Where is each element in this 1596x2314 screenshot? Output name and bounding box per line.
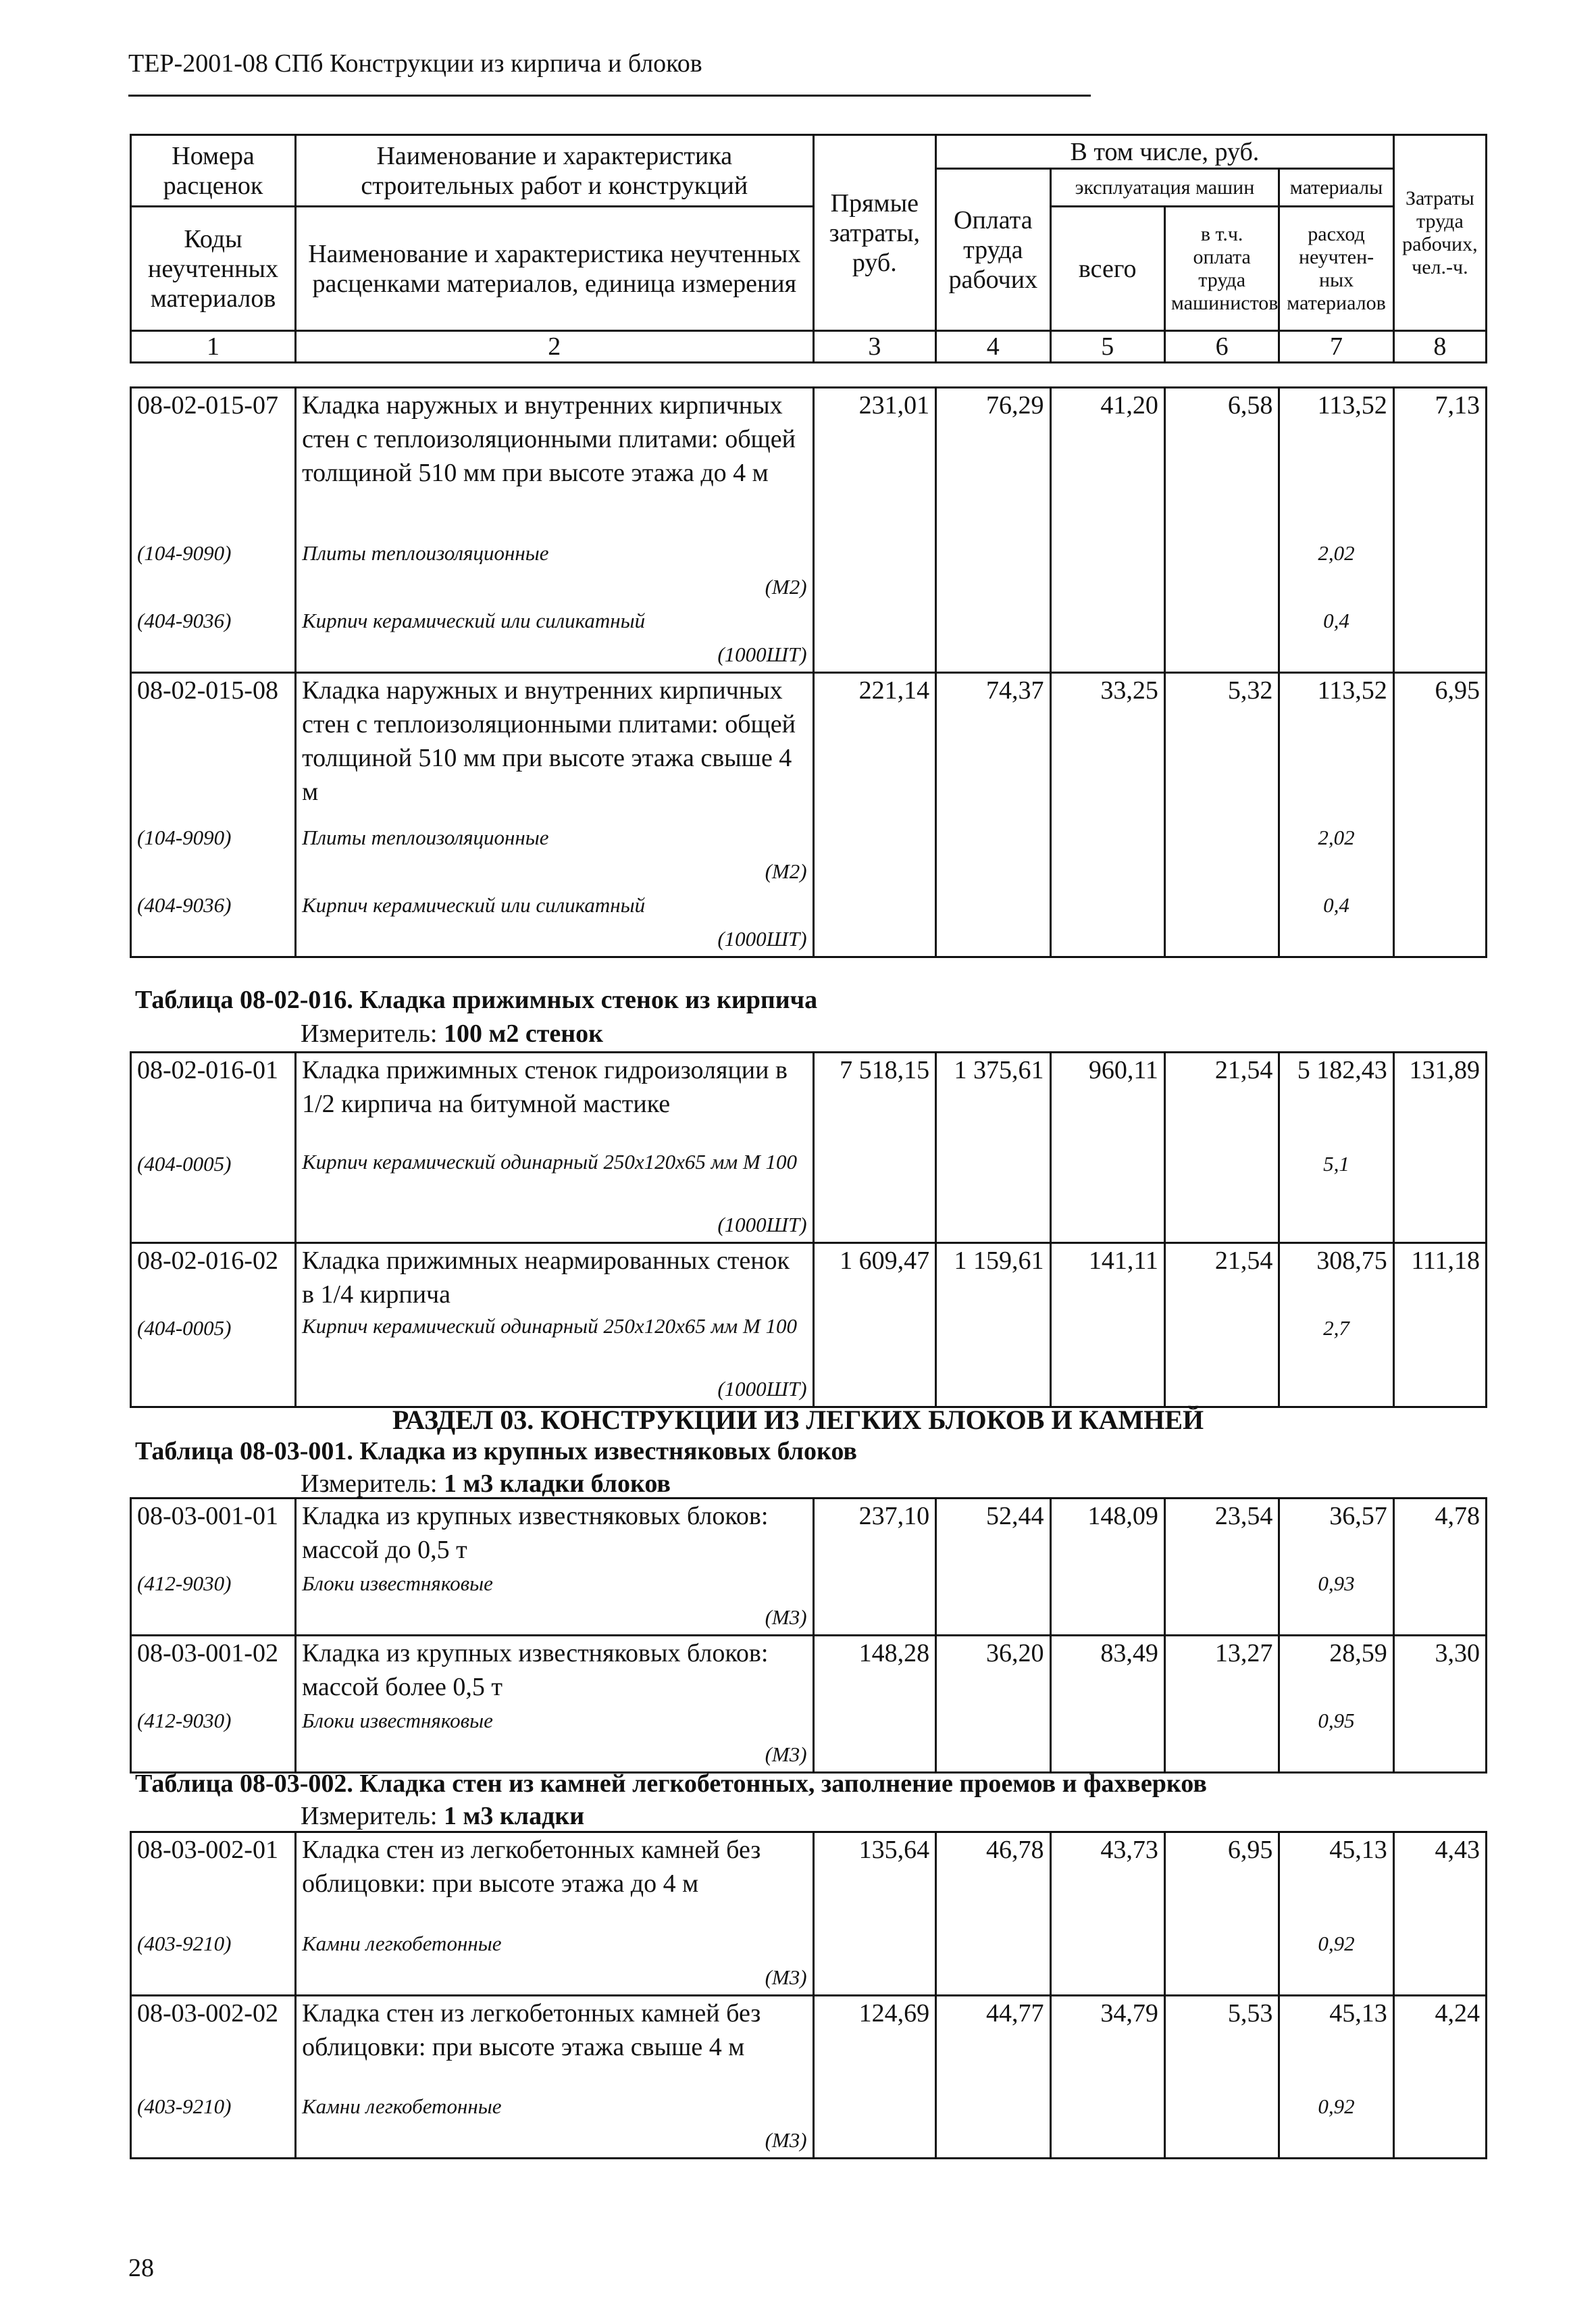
header-direct-costs: Прямые затраты, руб. bbox=[813, 135, 936, 331]
materials-cost: 113,52 bbox=[1279, 672, 1393, 821]
page-title: ТЕР-2001-08 СПб Конструкции из кирпича и блоков bbox=[128, 49, 702, 78]
material-code: (404-9036) bbox=[131, 604, 296, 638]
operators-pay: 6,58 bbox=[1164, 388, 1279, 536]
header-col-number: 2 bbox=[296, 331, 813, 363]
material-unit: (1000ШТ) bbox=[296, 1372, 813, 1407]
material-unit: (М3) bbox=[296, 1601, 813, 1636]
material-name: Плиты теплоизоляционные bbox=[296, 821, 813, 855]
material-consumption: 0,4 bbox=[1279, 888, 1393, 922]
material-consumption: 0,92 bbox=[1279, 2090, 1393, 2123]
material-consumption: 2,7 bbox=[1279, 1311, 1393, 1372]
labor-pay: 36,20 bbox=[936, 1636, 1050, 1705]
labor-hours: 4,24 bbox=[1393, 1995, 1486, 2090]
machines-total: 43,73 bbox=[1050, 1832, 1164, 1927]
rate-entry bbox=[131, 1832, 1487, 1996]
materials-cost: 36,57 bbox=[1279, 1499, 1393, 1567]
material-consumption: 2,02 bbox=[1279, 821, 1393, 855]
direct-costs: 1 609,47 bbox=[813, 1242, 936, 1311]
material-unit: (1000ШТ) bbox=[296, 638, 813, 673]
rate-entry bbox=[131, 672, 1487, 957]
operators-pay: 5,32 bbox=[1164, 672, 1279, 821]
machines-total: 148,09 bbox=[1050, 1499, 1164, 1567]
machines-total: 83,49 bbox=[1050, 1636, 1164, 1705]
labor-hours: 111,18 bbox=[1393, 1242, 1486, 1311]
materials-cost: 5 182,43 bbox=[1279, 1053, 1393, 1147]
labor-hours: 7,13 bbox=[1393, 388, 1486, 536]
direct-costs: 135,64 bbox=[813, 1832, 936, 1927]
meter-line: Измеритель: 1 м3 кладки блоков bbox=[301, 1469, 671, 1498]
rate-code: 08-02-016-01 bbox=[131, 1053, 296, 1147]
rate-code: 08-03-001-01 bbox=[131, 1499, 296, 1567]
material-consumption: 0,93 bbox=[1279, 1567, 1393, 1601]
rate-code: 08-02-016-02 bbox=[131, 1242, 296, 1311]
materials-cost: 113,52 bbox=[1279, 388, 1393, 536]
material-unit: (М3) bbox=[296, 1738, 813, 1773]
header-material-names: Наименование и характеристика неучтенных расценками материалов, единица измерения bbox=[296, 207, 813, 331]
rate-code: 08-03-001-02 bbox=[131, 1636, 296, 1705]
direct-costs: 148,28 bbox=[813, 1636, 936, 1705]
material-code: (104-9090) bbox=[131, 536, 296, 570]
header-material-codes: Коды неучтенных материалов bbox=[131, 207, 296, 331]
labor-hours: 3,30 bbox=[1393, 1636, 1486, 1705]
header-work-name: Наименование и характеристика строительных работ и конструкций bbox=[296, 135, 813, 207]
material-code: (404-0005) bbox=[131, 1147, 296, 1208]
rate-name: Кладка прижимных стенок гидроизоляции в 1/2 кирпича на битумной мастике bbox=[296, 1053, 813, 1147]
material-code: (412-9030) bbox=[131, 1567, 296, 1601]
table-caption: Таблица 08-02-016. Кладка прижимных стенок из кирпича bbox=[135, 986, 818, 1014]
rates-table-03-002 bbox=[130, 1831, 1487, 2159]
column-header-table bbox=[130, 134, 1487, 363]
meter-line: Измеритель: 1 м3 кладки bbox=[301, 1802, 585, 1830]
material-consumption: 2,02 bbox=[1279, 536, 1393, 570]
machines-total: 34,79 bbox=[1050, 1995, 1164, 2090]
header-col-number: 3 bbox=[813, 331, 936, 363]
rates-table-015 bbox=[130, 386, 1487, 958]
material-unit: (М2) bbox=[296, 855, 813, 888]
table-caption: Таблица 08-03-001. Кладка из крупных известняковых блоков bbox=[135, 1437, 857, 1465]
operators-pay: 13,27 bbox=[1164, 1636, 1279, 1705]
labor-pay: 1 159,61 bbox=[936, 1242, 1050, 1311]
material-code: (104-9090) bbox=[131, 821, 296, 855]
header-col-number: 8 bbox=[1393, 331, 1486, 363]
labor-pay: 52,44 bbox=[936, 1499, 1050, 1567]
material-unit: (1000ШТ) bbox=[296, 922, 813, 957]
rate-name: Кладка наружных и внутренних кирпичных стен с теплоизоляционными плитами: общей толщиной 510 мм при высоте этажа до 4 м bbox=[296, 388, 813, 536]
materials-cost: 45,13 bbox=[1279, 1832, 1393, 1927]
meter-line: Измеритель: 100 м2 стенок bbox=[301, 1020, 604, 1048]
machines-total: 41,20 bbox=[1050, 388, 1164, 536]
labor-pay: 74,37 bbox=[936, 672, 1050, 821]
materials-cost: 308,75 bbox=[1279, 1242, 1393, 1311]
labor-hours: 6,95 bbox=[1393, 672, 1486, 821]
labor-pay: 76,29 bbox=[936, 388, 1050, 536]
rate-name: Кладка прижимных неармированных стенок в 1/4 кирпича bbox=[296, 1242, 813, 1311]
material-name: Блоки известняковые bbox=[296, 1567, 813, 1601]
rate-name: Кладка наружных и внутренних кирпичных стен с теплоизоляционными плитами: общей толщиной 510 мм при высоте этажа свыше 4 м bbox=[296, 672, 813, 821]
header-col-number: 1 bbox=[131, 331, 296, 363]
rate-code: 08-03-002-02 bbox=[131, 1995, 296, 2090]
rate-entry bbox=[131, 1636, 1487, 1773]
header-rate-numbers: Номера расценок bbox=[131, 135, 296, 207]
rate-entry bbox=[131, 1053, 1487, 1243]
material-name: Кирпич керамический или силикатный bbox=[296, 888, 813, 922]
rate-name: Кладка стен из легкобетонных камней без облицовки: при высоте этажа до 4 м bbox=[296, 1832, 813, 1927]
material-code: (412-9030) bbox=[131, 1704, 296, 1738]
material-unit: (М3) bbox=[296, 1961, 813, 1996]
material-name: Кирпич керамический одинарный 250x120x65 мм М 100 bbox=[296, 1147, 813, 1208]
rates-table-03-001 bbox=[130, 1497, 1487, 1774]
labor-hours: 4,78 bbox=[1393, 1499, 1486, 1567]
rate-entry bbox=[131, 1499, 1487, 1636]
material-code: (403-9210) bbox=[131, 2090, 296, 2123]
rate-entry bbox=[131, 1242, 1487, 1407]
machines-total: 141,11 bbox=[1050, 1242, 1164, 1311]
rate-entry bbox=[131, 1995, 1487, 2159]
labor-pay: 1 375,61 bbox=[936, 1053, 1050, 1147]
material-unit: (1000ШТ) bbox=[296, 1208, 813, 1243]
table-caption: Таблица 08-03-002. Кладка стен из камней легкобетонных, заполнение проемов и фахверков bbox=[135, 1769, 1207, 1798]
rate-entry bbox=[131, 388, 1487, 673]
header-col-number: 5 bbox=[1050, 331, 1164, 363]
machines-total: 33,25 bbox=[1050, 672, 1164, 821]
page-number: 28 bbox=[128, 2254, 154, 2282]
header-labor-hours: Затраты труда рабочих, чел.-ч. bbox=[1393, 135, 1486, 331]
direct-costs: 231,01 bbox=[813, 388, 936, 536]
rate-code: 08-02-015-07 bbox=[131, 388, 296, 536]
rate-code: 08-03-002-01 bbox=[131, 1832, 296, 1927]
material-name: Камни легкобетонные bbox=[296, 2090, 813, 2123]
labor-pay: 46,78 bbox=[936, 1832, 1050, 1927]
section-title: РАЗДЕЛ 03. КОНСТРУКЦИИ ИЗ ЛЕГКИХ БЛОКОВ И КАМНЕЙ bbox=[392, 1405, 1204, 1435]
material-unit: (М2) bbox=[296, 570, 813, 604]
material-name: Кирпич керамический или силикатный bbox=[296, 604, 813, 638]
rate-code: 08-02-015-08 bbox=[131, 672, 296, 821]
header-col-number: 4 bbox=[936, 331, 1050, 363]
direct-costs: 7 518,15 bbox=[813, 1053, 936, 1147]
header-operators-pay: в т.ч. оплата труда машинистов bbox=[1164, 207, 1279, 331]
rate-name: Кладка стен из легкобетонных камней без облицовки: при высоте этажа свыше 4 м bbox=[296, 1995, 813, 2090]
direct-costs: 237,10 bbox=[813, 1499, 936, 1567]
material-consumption: 0,4 bbox=[1279, 604, 1393, 638]
material-unit: (М3) bbox=[296, 2123, 813, 2159]
header-machines: эксплуатация машин bbox=[1050, 169, 1279, 207]
labor-hours: 4,43 bbox=[1393, 1832, 1486, 1927]
operators-pay: 21,54 bbox=[1164, 1053, 1279, 1147]
material-code: (403-9210) bbox=[131, 1927, 296, 1961]
header-including: В том числе, руб. bbox=[936, 135, 1394, 169]
material-name: Камни легкобетонные bbox=[296, 1927, 813, 1961]
rate-name: Кладка из крупных известняковых блоков: массой до 0,5 т bbox=[296, 1499, 813, 1567]
operators-pay: 23,54 bbox=[1164, 1499, 1279, 1567]
direct-costs: 221,14 bbox=[813, 672, 936, 821]
machines-total: 960,11 bbox=[1050, 1053, 1164, 1147]
direct-costs: 124,69 bbox=[813, 1995, 936, 2090]
material-consumption: 0,92 bbox=[1279, 1927, 1393, 1961]
header-col-number: 7 bbox=[1279, 331, 1393, 363]
material-name: Кирпич керамический одинарный 250x120x65 мм М 100 bbox=[296, 1311, 813, 1372]
operators-pay: 6,95 bbox=[1164, 1832, 1279, 1927]
materials-cost: 45,13 bbox=[1279, 1995, 1393, 2090]
material-name: Плиты теплоизоляционные bbox=[296, 536, 813, 570]
rate-name: Кладка из крупных известняковых блоков: массой более 0,5 т bbox=[296, 1636, 813, 1705]
header-labor-pay: Оплата труда рабочих bbox=[936, 169, 1050, 331]
material-code: (404-0005) bbox=[131, 1311, 296, 1372]
labor-pay: 44,77 bbox=[936, 1995, 1050, 2090]
labor-hours: 131,89 bbox=[1393, 1053, 1486, 1147]
operators-pay: 5,53 bbox=[1164, 1995, 1279, 2090]
material-name: Блоки известняковые bbox=[296, 1704, 813, 1738]
header-rule bbox=[128, 95, 1091, 97]
operators-pay: 21,54 bbox=[1164, 1242, 1279, 1311]
header-unaccounted-materials: расход неучтен-ных материалов bbox=[1279, 207, 1393, 331]
materials-cost: 28,59 bbox=[1279, 1636, 1393, 1705]
header-materials: материалы bbox=[1279, 169, 1393, 207]
header-col-number: 6 bbox=[1164, 331, 1279, 363]
material-consumption: 5,1 bbox=[1279, 1147, 1393, 1208]
material-code: (404-9036) bbox=[131, 888, 296, 922]
rates-table-016 bbox=[130, 1051, 1487, 1408]
header-machines-total: всего bbox=[1050, 207, 1164, 331]
material-consumption: 0,95 bbox=[1279, 1704, 1393, 1738]
